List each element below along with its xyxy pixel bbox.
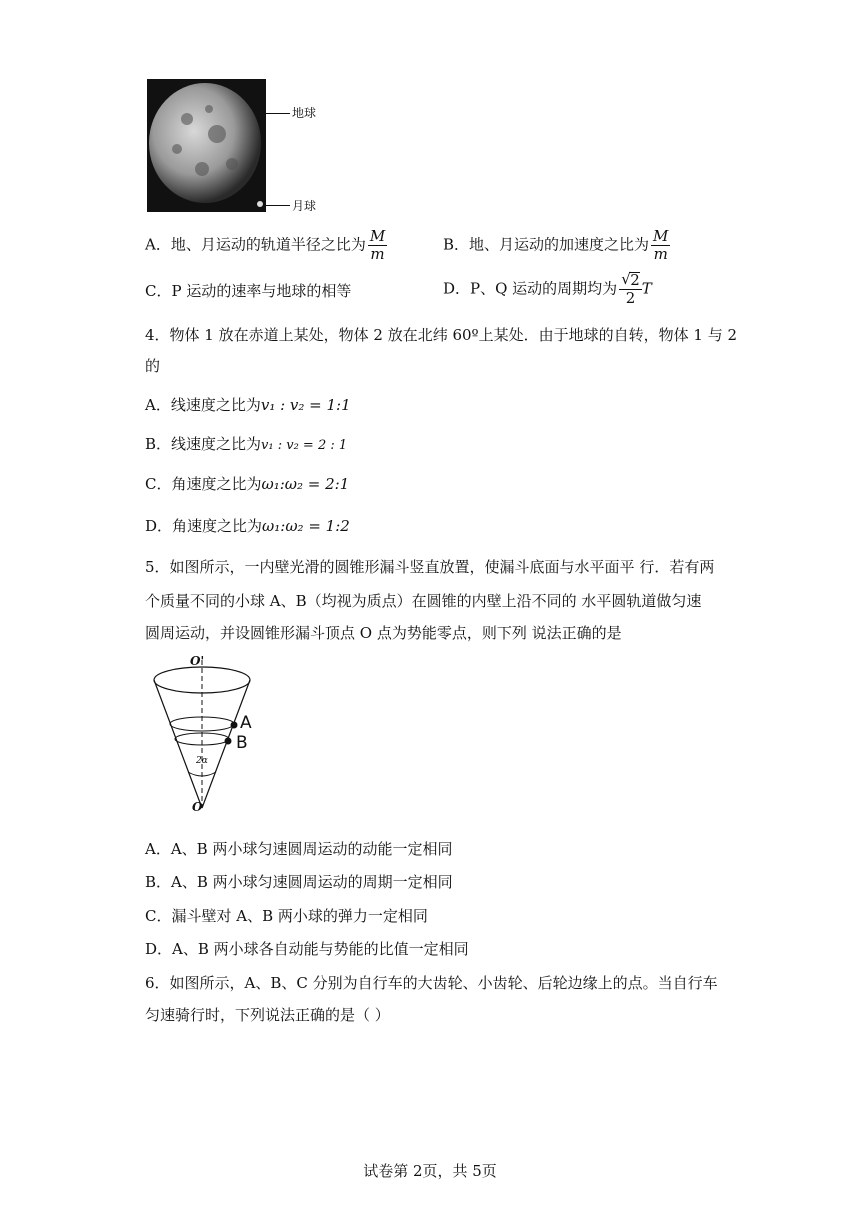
cone-label-o-bottom: O bbox=[192, 800, 203, 814]
ball-b bbox=[225, 738, 232, 745]
moon-leader-line bbox=[266, 205, 290, 206]
q4-stem-line2: 的 bbox=[145, 357, 161, 375]
cone-label-o-top: O' bbox=[190, 654, 205, 668]
q3-option-d-fraction: √ 2 2 bbox=[621, 270, 640, 307]
q5-stem-line2: 个质量不同的小球 A、B（均视为质点）在圆锥的内壁上沿不同的 水平圆轨道做匀速 bbox=[145, 592, 702, 610]
q5-option-c: C．漏斗壁对 A、B 两小球的弹力一定相同 bbox=[145, 907, 428, 925]
q4-option-a: A．线速度之比为v₁ : v₂ = 1:1 bbox=[145, 396, 351, 414]
q4-stem-line1: 4．物体 1 放在赤道上某处，物体 2 放在北纬 60º上某处．由于地球的自转，物体 1 与 2 bbox=[145, 326, 738, 344]
q5-option-a: A．A、B 两小球匀速圆周运动的动能一定相同 bbox=[145, 840, 453, 858]
page-footer: 试卷第 2页，共 5页 bbox=[363, 1162, 497, 1180]
q5-option-d: D．A、B 两小球各自动能与势能的比值一定相同 bbox=[145, 940, 469, 958]
ball-a bbox=[231, 722, 238, 729]
q5-option-b: B．A、B 两小球匀速圆周运动的周期一定相同 bbox=[145, 873, 453, 891]
q4-option-d-formula: ω₁:ω₂ = 1:2 bbox=[262, 517, 350, 535]
cone-label-angle: 2α bbox=[196, 756, 208, 766]
q4-option-c: C．角速度之比为ω₁:ω₂ = 2:1 bbox=[145, 475, 350, 493]
q3-option-b-fraction: $\frac{M}{m}$ bbox=[653, 227, 669, 263]
earth-label: 地球 bbox=[292, 106, 317, 120]
q6-stem-line2: 匀速骑行时，下列说法正确的是（ ） bbox=[145, 1006, 390, 1024]
q4-option-b: B．线速度之比为v₁ : v₂ = 2 : 1 bbox=[145, 435, 348, 453]
cone-left-edge bbox=[154, 680, 202, 808]
q4-option-d: D．角速度之比为ω₁:ω₂ = 1:2 bbox=[145, 517, 350, 535]
q4-option-a-formula: v₁ : v₂ = 1:1 bbox=[260, 396, 351, 414]
earth-moon-image bbox=[147, 79, 266, 212]
q3-option-a: A．地、月运动的轨道半径之比为 $\frac{M}{m}$ bbox=[145, 227, 386, 263]
q3-option-a-fraction: $\frac{M}{m}$ bbox=[369, 227, 386, 263]
q5-stem-line1: 5．如图所示，一内壁光滑的圆锥形漏斗竖直放置，使漏斗底面与水平面平 行．若有两 bbox=[145, 558, 715, 576]
q6-stem-line1: 6．如图所示，A、B、C 分别为自行车的大齿轮、小齿轮、后轮边缘上的点。当自行车 bbox=[145, 974, 718, 992]
q3-option-c: C．P 运动的速率与地球的相等 bbox=[145, 282, 352, 300]
earth-leader-line bbox=[266, 113, 290, 114]
cone-label-b: B bbox=[236, 733, 248, 753]
q5-stem-line3: 圆周运动，并设圆锥形漏斗顶点 O 点为势能零点，则下列 说法正确的是 bbox=[145, 624, 622, 642]
q3-option-d: D．P、Q 运动的周期均为 √ 2 2 T bbox=[443, 270, 652, 307]
moon-label: 月球 bbox=[292, 199, 317, 213]
q4-option-b-formula: v₁ : v₂ = 2 : 1 bbox=[261, 438, 348, 453]
q4-option-c-formula: ω₁:ω₂ = 2:1 bbox=[261, 475, 350, 493]
cone-label-a: A bbox=[240, 713, 252, 733]
cone-funnel-figure bbox=[148, 652, 268, 822]
q3-option-b: B．地、月运动的加速度之比为 $\frac{M}{m}$ bbox=[443, 227, 669, 263]
earth-moon-photo bbox=[147, 79, 266, 212]
